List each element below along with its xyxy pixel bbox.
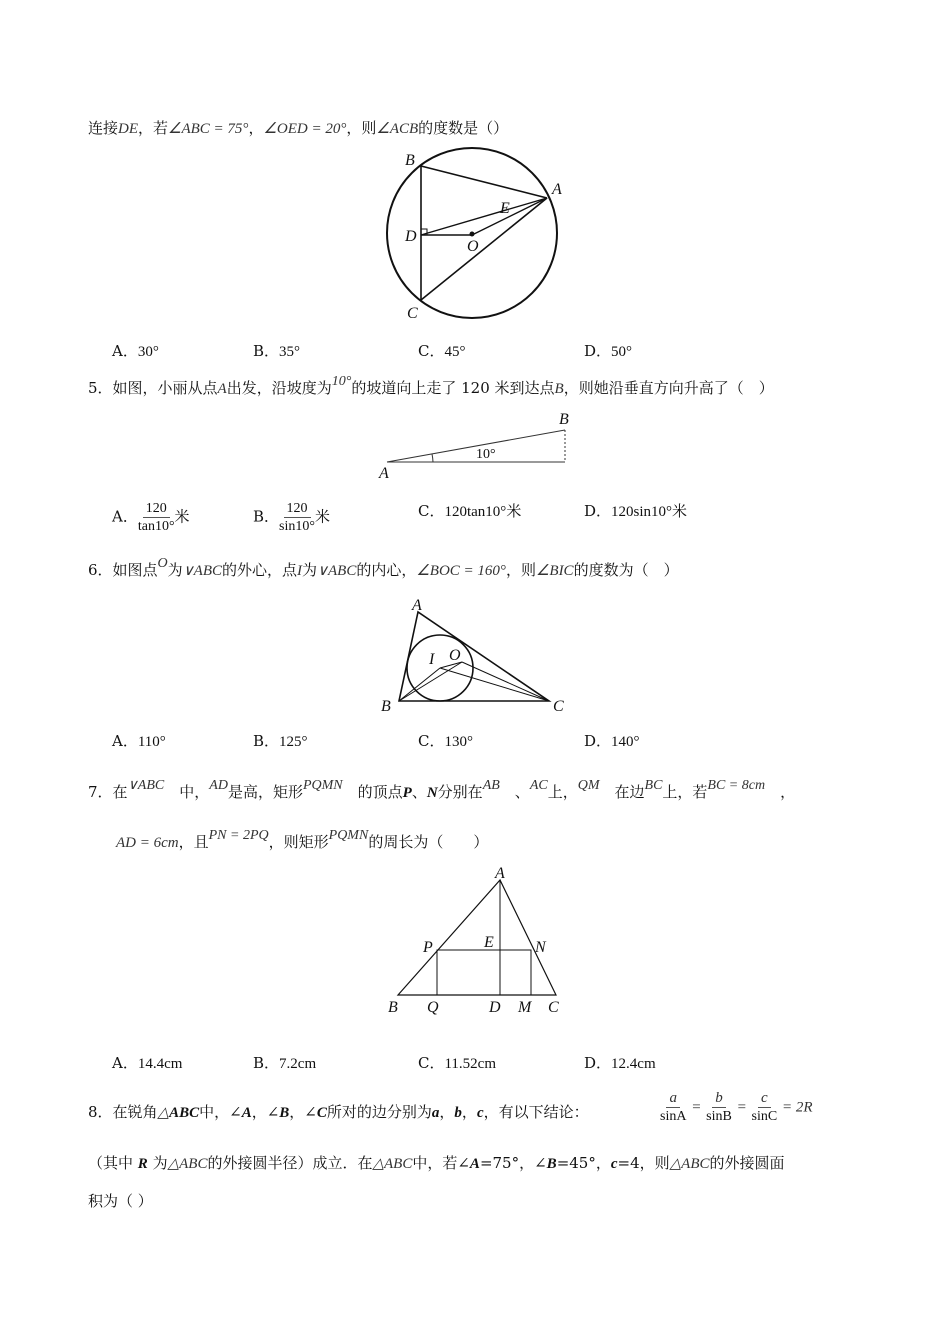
numerator: b bbox=[712, 1090, 726, 1108]
option-unit: 米 bbox=[672, 502, 688, 520]
label-A: A bbox=[412, 597, 422, 614]
text-segment: ，有以下结论： bbox=[483, 1103, 589, 1121]
text-segment: ，则 bbox=[346, 119, 377, 137]
q5-slope-figure bbox=[370, 408, 580, 483]
option-a[interactable] bbox=[112, 500, 190, 535]
text-segment: 连接 bbox=[88, 119, 119, 137]
numerator: 120 bbox=[284, 500, 311, 518]
math-expression: O bbox=[157, 556, 168, 571]
text-segment: 上， bbox=[547, 783, 578, 801]
math-expression: ∠BIC bbox=[535, 563, 574, 579]
text-segment: 所对的边分别为 bbox=[326, 1103, 432, 1121]
text-segment: B bbox=[546, 1156, 557, 1172]
text-segment: 的顶点 bbox=[342, 783, 403, 801]
text-segment: 的内心， bbox=[356, 561, 417, 579]
option-letter: C． bbox=[418, 1054, 445, 1072]
option-value: 110° bbox=[137, 734, 166, 750]
text-segment: R bbox=[137, 1156, 148, 1172]
option-unit: 米 bbox=[506, 502, 522, 520]
text-segment: ， bbox=[461, 1103, 477, 1121]
equals: = bbox=[736, 1099, 747, 1116]
math-expression: ∨ABC bbox=[182, 563, 222, 579]
option-letter: A． bbox=[112, 1054, 138, 1072]
math-expression: ∨ABC bbox=[127, 778, 165, 793]
text-segment: ，则 bbox=[505, 561, 536, 579]
option-value: 11.52cm bbox=[444, 1056, 497, 1072]
label-C: C bbox=[407, 305, 418, 322]
option-letter: C． bbox=[418, 732, 445, 750]
text-segment: 为 bbox=[302, 561, 318, 579]
fraction bbox=[138, 500, 175, 535]
text-segment: a bbox=[431, 1105, 440, 1121]
denominator: sin10° bbox=[279, 519, 315, 534]
q6-triangle-figure bbox=[375, 590, 575, 715]
option-d[interactable] bbox=[584, 340, 632, 361]
text-segment: 的周长为（ ） bbox=[368, 833, 489, 851]
text-segment: 中，若∠ bbox=[412, 1154, 470, 1172]
numerator: 120 bbox=[143, 500, 170, 518]
equals-2r: = 2R bbox=[781, 1099, 813, 1116]
text-segment: ，∠ bbox=[289, 1103, 317, 1121]
text-segment: ，且 bbox=[178, 833, 209, 851]
math-expression: 10° bbox=[331, 374, 352, 389]
fraction bbox=[279, 500, 315, 535]
denominator: sinA bbox=[660, 1109, 687, 1124]
option-value: 120sin10° bbox=[611, 504, 673, 520]
text-segment: 的坡道向上走了 120 米到达点 bbox=[351, 379, 555, 397]
text-segment: b bbox=[454, 1105, 462, 1121]
text-segment: c bbox=[610, 1156, 618, 1172]
math-expression: PQMN bbox=[302, 778, 343, 793]
text-segment: 的外接圆面 bbox=[709, 1154, 785, 1172]
option-b[interactable] bbox=[253, 500, 330, 535]
option-c[interactable] bbox=[418, 1052, 496, 1073]
text-segment: 、 bbox=[499, 783, 530, 801]
denominator: sinB bbox=[706, 1109, 732, 1124]
text-segment: 的外心，点 bbox=[222, 561, 298, 579]
text-segment: C bbox=[316, 1105, 327, 1121]
math-expression: I bbox=[297, 563, 303, 579]
text-segment: 上，若 bbox=[662, 783, 708, 801]
label-D: D bbox=[489, 999, 501, 1016]
label-B: B bbox=[559, 411, 569, 428]
denominator: tan10° bbox=[137, 519, 175, 534]
label-D: D bbox=[405, 228, 417, 245]
option-b[interactable] bbox=[253, 340, 300, 361]
text-segment: 中， bbox=[164, 783, 210, 801]
option-letter: C． bbox=[418, 342, 445, 360]
math-expression: PQMN bbox=[328, 828, 369, 843]
text-segment: 的度数是（） bbox=[418, 119, 509, 137]
q7-rectangle-figure bbox=[385, 860, 570, 1020]
math-expression: DE bbox=[118, 121, 139, 137]
text-segment: =45°， bbox=[556, 1154, 611, 1172]
math-expression: △ABC bbox=[372, 1156, 413, 1172]
option-value: 30° bbox=[137, 344, 159, 360]
text-segment: 为 bbox=[147, 1154, 168, 1172]
label-E: E bbox=[484, 934, 494, 951]
text-segment: P bbox=[402, 785, 412, 801]
text-segment: 、 bbox=[411, 783, 427, 801]
q5-stem bbox=[88, 374, 774, 400]
option-c[interactable] bbox=[418, 730, 473, 751]
option-value: 125° bbox=[279, 734, 308, 750]
numerator: a bbox=[666, 1090, 680, 1108]
math-expression: A bbox=[217, 381, 227, 397]
option-letter: B． bbox=[253, 732, 280, 750]
text-segment: 7．在 bbox=[88, 783, 128, 801]
option-d[interactable] bbox=[584, 730, 640, 751]
numerator: c bbox=[758, 1090, 771, 1108]
option-letter: A． bbox=[112, 732, 138, 750]
text-segment: ABC bbox=[169, 1105, 200, 1121]
q7-stem-1 bbox=[88, 778, 796, 804]
option-value: 120tan10° bbox=[444, 504, 507, 520]
text-segment: 在边 bbox=[599, 783, 645, 801]
label-B: B bbox=[388, 999, 398, 1016]
option-c[interactable] bbox=[418, 500, 521, 521]
label-M: M bbox=[518, 999, 532, 1016]
math-expression: QM bbox=[577, 778, 600, 793]
option-value: 50° bbox=[611, 344, 633, 360]
math-expression: ∠ACB bbox=[376, 121, 419, 137]
math-expression: AB bbox=[482, 778, 500, 793]
label-O: O bbox=[467, 238, 479, 255]
option-letter: D． bbox=[584, 502, 612, 520]
denominator: sinC bbox=[751, 1109, 778, 1124]
q4-circle-figure bbox=[380, 140, 580, 325]
text-segment: B bbox=[279, 1105, 290, 1121]
option-c[interactable] bbox=[418, 340, 465, 361]
text-segment: 分别在 bbox=[437, 783, 483, 801]
text-segment: 出发，沿坡度为 bbox=[226, 379, 332, 397]
label-B: B bbox=[381, 698, 391, 715]
text-segment: 的外接圆半径）成立．在 bbox=[207, 1154, 373, 1172]
label-E: E bbox=[500, 200, 510, 217]
math-expression: BC bbox=[644, 778, 663, 793]
math-expression: △ bbox=[157, 1105, 170, 1121]
math-expression: PN = 2PQ bbox=[208, 828, 269, 843]
sine-law-formula bbox=[660, 1090, 813, 1125]
q6-stem bbox=[88, 556, 679, 582]
q4-stem bbox=[88, 118, 508, 139]
text-segment: ， bbox=[439, 1103, 455, 1121]
math-expression: ∠BOC = 160° bbox=[416, 563, 506, 579]
option-letter: A． bbox=[112, 342, 138, 360]
math-expression: ∨ABC bbox=[317, 563, 357, 579]
option-letter: A． bbox=[112, 507, 138, 526]
option-value: 130° bbox=[444, 734, 473, 750]
option-b[interactable] bbox=[253, 730, 308, 751]
q8-stem-2 bbox=[88, 1153, 785, 1174]
text-segment: c bbox=[476, 1105, 484, 1121]
text-segment: ， bbox=[248, 119, 264, 137]
option-value: 7.2cm bbox=[279, 1056, 317, 1072]
text-segment: ，则矩形 bbox=[268, 833, 329, 851]
label-N: N bbox=[535, 939, 546, 956]
text-segment: A bbox=[469, 1156, 480, 1172]
math-expression: BC = 8cm bbox=[707, 778, 766, 793]
text-segment: ，则她沿垂直方向升高了（ ） bbox=[563, 379, 774, 397]
equals: = bbox=[691, 1099, 702, 1116]
label-C: C bbox=[548, 999, 559, 1016]
text-segment: 5．如图，小丽从点 bbox=[88, 379, 218, 397]
text-segment: （其中 bbox=[88, 1154, 138, 1172]
label-P: P bbox=[423, 939, 433, 956]
text-segment: ，若 bbox=[138, 119, 169, 137]
q8-stem-3 bbox=[88, 1191, 153, 1211]
math-expression: AC bbox=[529, 778, 548, 793]
label-A: A bbox=[495, 865, 505, 882]
text-segment: 中，∠ bbox=[199, 1103, 242, 1121]
text-segment: ，∠ bbox=[251, 1103, 280, 1121]
option-letter: C． bbox=[418, 502, 445, 520]
label-A: A bbox=[379, 465, 389, 482]
text-segment: =4，则 bbox=[617, 1154, 670, 1172]
text-segment: A bbox=[241, 1105, 252, 1121]
label-B: B bbox=[405, 152, 415, 169]
option-a[interactable] bbox=[112, 340, 159, 361]
option-d[interactable] bbox=[584, 1052, 656, 1073]
math-expression: ∠OED = 20° bbox=[263, 121, 347, 137]
text-segment: 8．在锐角 bbox=[88, 1103, 158, 1121]
math-expression: △ABC bbox=[167, 1156, 208, 1172]
option-unit: 米 bbox=[174, 507, 190, 526]
option-a[interactable] bbox=[112, 730, 166, 751]
option-value: 45° bbox=[444, 344, 466, 360]
option-value: 35° bbox=[279, 344, 301, 360]
text-segment: 为 bbox=[167, 561, 183, 579]
label-Q: Q bbox=[427, 999, 439, 1016]
option-d[interactable] bbox=[584, 500, 687, 521]
text-segment: 6．如图点 bbox=[88, 561, 158, 579]
math-expression: AD = 6cm bbox=[116, 835, 179, 851]
text-segment: 是高，矩形 bbox=[227, 783, 303, 801]
text-segment: 积为（ ） bbox=[88, 1192, 153, 1210]
angle-label: 10° bbox=[476, 447, 496, 462]
option-b[interactable] bbox=[253, 1052, 316, 1073]
option-letter: D． bbox=[584, 732, 612, 750]
option-value: 12.4cm bbox=[611, 1056, 656, 1072]
math-expression: △ABC bbox=[669, 1156, 710, 1172]
math-expression: B bbox=[554, 381, 564, 397]
q7-stem-2 bbox=[116, 828, 489, 854]
option-value: 140° bbox=[611, 734, 640, 750]
text-segment: ， bbox=[765, 783, 796, 801]
text-segment: =75°，∠ bbox=[479, 1154, 547, 1172]
q8-stem-1 bbox=[88, 1102, 589, 1123]
option-letter: D． bbox=[584, 1054, 612, 1072]
option-letter: B． bbox=[253, 507, 280, 526]
option-value: 14.4cm bbox=[137, 1056, 183, 1072]
label-O: O bbox=[449, 647, 461, 664]
label-A: A bbox=[552, 181, 562, 198]
label-I: I bbox=[429, 651, 435, 668]
text-segment: N bbox=[426, 785, 438, 801]
label-C: C bbox=[553, 698, 564, 715]
option-a[interactable] bbox=[112, 1052, 182, 1073]
option-letter: D． bbox=[584, 342, 612, 360]
math-expression: AD bbox=[209, 778, 228, 793]
math-expression: ∠ABC = 75° bbox=[168, 121, 249, 137]
option-letter: B． bbox=[253, 1054, 280, 1072]
text-segment: 的度数为（ ） bbox=[573, 561, 679, 579]
option-unit: 米 bbox=[314, 507, 330, 526]
option-letter: B． bbox=[253, 342, 280, 360]
